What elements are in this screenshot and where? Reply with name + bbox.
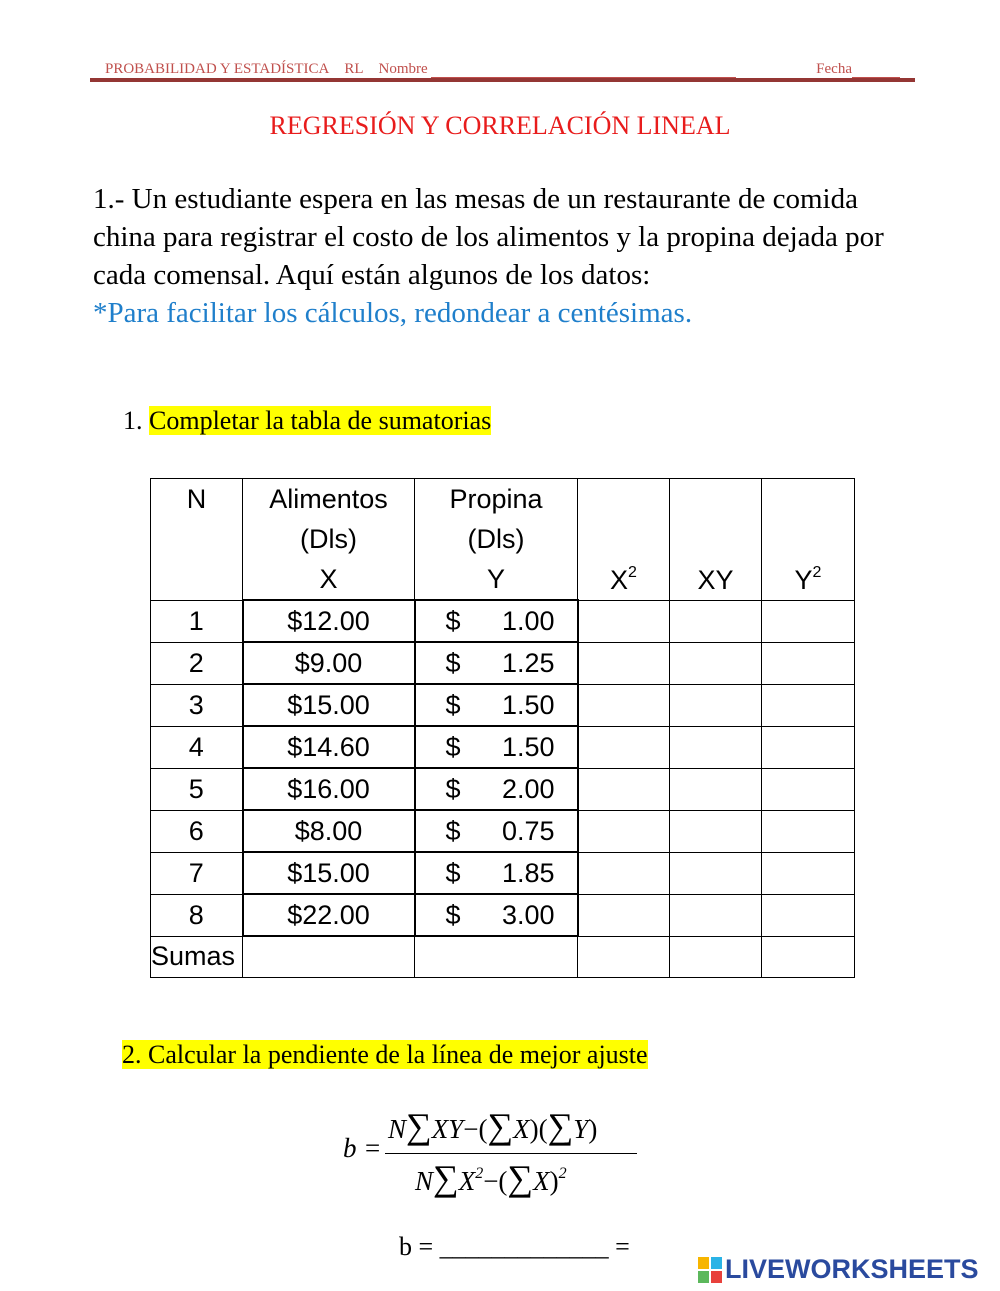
row-x: $15.00 bbox=[243, 684, 415, 726]
row-x2-cell[interactable] bbox=[578, 600, 670, 642]
date-label: Fecha bbox=[816, 61, 852, 77]
row-y2-cell[interactable] bbox=[762, 684, 855, 726]
header-alimentos: Alimentos (Dls) X bbox=[243, 479, 415, 601]
row-n: 4 bbox=[151, 726, 243, 768]
row-x2-cell[interactable] bbox=[578, 894, 670, 936]
sum-y-cell[interactable] bbox=[415, 936, 578, 978]
formula-lhs: b = bbox=[343, 1133, 382, 1163]
row-xy-cell[interactable] bbox=[670, 810, 762, 852]
slope-formula bbox=[343, 1105, 653, 1200]
name-field[interactable] bbox=[431, 60, 736, 78]
row-n: 7 bbox=[151, 852, 243, 894]
row-xy-cell[interactable] bbox=[670, 642, 762, 684]
step-2-label: 2. Calcular la pendiente de la línea de mejor ajuste bbox=[122, 1040, 648, 1069]
row-y2-cell[interactable] bbox=[762, 894, 855, 936]
row-x2-cell[interactable] bbox=[578, 642, 670, 684]
row-x2-cell[interactable] bbox=[578, 810, 670, 852]
table-row bbox=[151, 810, 855, 852]
formula-numerator: N∑XY−(∑X)(∑Y) bbox=[388, 1106, 598, 1146]
row-x: $9.00 bbox=[243, 642, 415, 684]
row-y2-cell[interactable] bbox=[762, 852, 855, 894]
formula-denominator: $N\sum X^2-(\sum X)^2$ bbox=[415, 1158, 567, 1198]
table-row bbox=[151, 894, 855, 936]
row-x2-cell[interactable] bbox=[578, 726, 670, 768]
answer-blank[interactable]: _____________ bbox=[439, 1232, 609, 1261]
row-y: $ 1.85 bbox=[415, 852, 578, 894]
row-y: $ 2.00 bbox=[415, 768, 578, 810]
table-row bbox=[151, 726, 855, 768]
row-y2-cell[interactable] bbox=[762, 600, 855, 642]
problem-text: 1.- Un estudiante espera en las mesas de un restaurante de comida china para registrar el costo de los alimentos y la propina dejada por cada comensal. Aquí están algunos de los datos: bbox=[93, 183, 884, 291]
row-n: 2 bbox=[151, 642, 243, 684]
row-y2-cell[interactable] bbox=[762, 768, 855, 810]
sums-table bbox=[150, 478, 855, 978]
header-xy: XY bbox=[670, 479, 762, 601]
course-code: RL bbox=[344, 61, 364, 77]
header-n: N bbox=[151, 479, 243, 601]
answer-label: b = bbox=[399, 1232, 434, 1261]
sum-xy-cell[interactable] bbox=[670, 936, 762, 978]
row-n: 5 bbox=[151, 768, 243, 810]
worksheet-title: REGRESIÓN Y CORRELACIÓN LINEAL bbox=[269, 111, 731, 140]
answer-equals: = bbox=[615, 1232, 630, 1261]
row-y: $ 1.50 bbox=[415, 726, 578, 768]
row-x2-cell[interactable] bbox=[578, 852, 670, 894]
row-xy-cell[interactable] bbox=[670, 852, 762, 894]
table-row bbox=[151, 684, 855, 726]
row-xy-cell[interactable] bbox=[670, 600, 762, 642]
row-y: $ 1.25 bbox=[415, 642, 578, 684]
row-xy-cell[interactable] bbox=[670, 726, 762, 768]
row-y2-cell[interactable] bbox=[762, 726, 855, 768]
step-1 bbox=[123, 406, 491, 436]
row-n: 6 bbox=[151, 810, 243, 852]
row-x: $16.00 bbox=[243, 768, 415, 810]
sums-row bbox=[151, 936, 855, 978]
row-x2-cell[interactable] bbox=[578, 684, 670, 726]
table-row bbox=[151, 852, 855, 894]
step-1-label: Completar la tabla de sumatorias bbox=[149, 406, 492, 435]
header-y-squared: $Y^2$ bbox=[762, 479, 855, 601]
row-n: 3 bbox=[151, 684, 243, 726]
sums-label: Sumas bbox=[151, 936, 243, 978]
step-2 bbox=[122, 1040, 648, 1070]
rounding-note: *Para facilitar los cálculos, redondear a centésimas. bbox=[93, 297, 693, 329]
table-header-row bbox=[151, 479, 855, 601]
sum-x-cell[interactable] bbox=[243, 936, 415, 978]
row-xy-cell[interactable] bbox=[670, 684, 762, 726]
row-y: $ 1.50 bbox=[415, 684, 578, 726]
date-field[interactable] bbox=[852, 60, 900, 78]
sum-y2-cell[interactable] bbox=[762, 936, 855, 978]
header-x-squared: $X^2$ bbox=[578, 479, 670, 601]
header-propina: Propina (Dls) Y bbox=[415, 479, 578, 601]
row-xy-cell[interactable] bbox=[670, 768, 762, 810]
slope-answer bbox=[399, 1232, 630, 1262]
row-n: 8 bbox=[151, 894, 243, 936]
table-row bbox=[151, 768, 855, 810]
row-x: $12.00 bbox=[243, 600, 415, 642]
table-row bbox=[151, 642, 855, 684]
row-y2-cell[interactable] bbox=[762, 810, 855, 852]
sum-x2-cell[interactable] bbox=[578, 936, 670, 978]
problem-statement bbox=[93, 180, 913, 332]
row-y2-cell[interactable] bbox=[762, 642, 855, 684]
row-y: $ 0.75 bbox=[415, 810, 578, 852]
liveworksheets-logo bbox=[698, 1254, 979, 1285]
header-right bbox=[816, 60, 900, 78]
step-1-number: 1. bbox=[123, 406, 143, 435]
course-name: PROBABILIDAD Y ESTADÍSTICA bbox=[105, 61, 330, 77]
row-x: $8.00 bbox=[243, 810, 415, 852]
fraction-bar bbox=[385, 1153, 637, 1154]
row-x2-cell[interactable] bbox=[578, 768, 670, 810]
row-xy-cell[interactable] bbox=[670, 894, 762, 936]
row-y: $ 3.00 bbox=[415, 894, 578, 936]
row-x: $14.60 bbox=[243, 726, 415, 768]
liveworksheets-icon bbox=[698, 1257, 722, 1283]
row-n: 1 bbox=[151, 600, 243, 642]
row-y: $ 1.00 bbox=[415, 600, 578, 642]
watermark-text: LIVEWORKSHEETS bbox=[725, 1254, 979, 1284]
header-left bbox=[105, 60, 736, 78]
row-x: $22.00 bbox=[243, 894, 415, 936]
table-row bbox=[151, 600, 855, 642]
name-label: Nombre bbox=[378, 61, 428, 77]
page-header bbox=[90, 58, 915, 82]
row-x: $15.00 bbox=[243, 852, 415, 894]
